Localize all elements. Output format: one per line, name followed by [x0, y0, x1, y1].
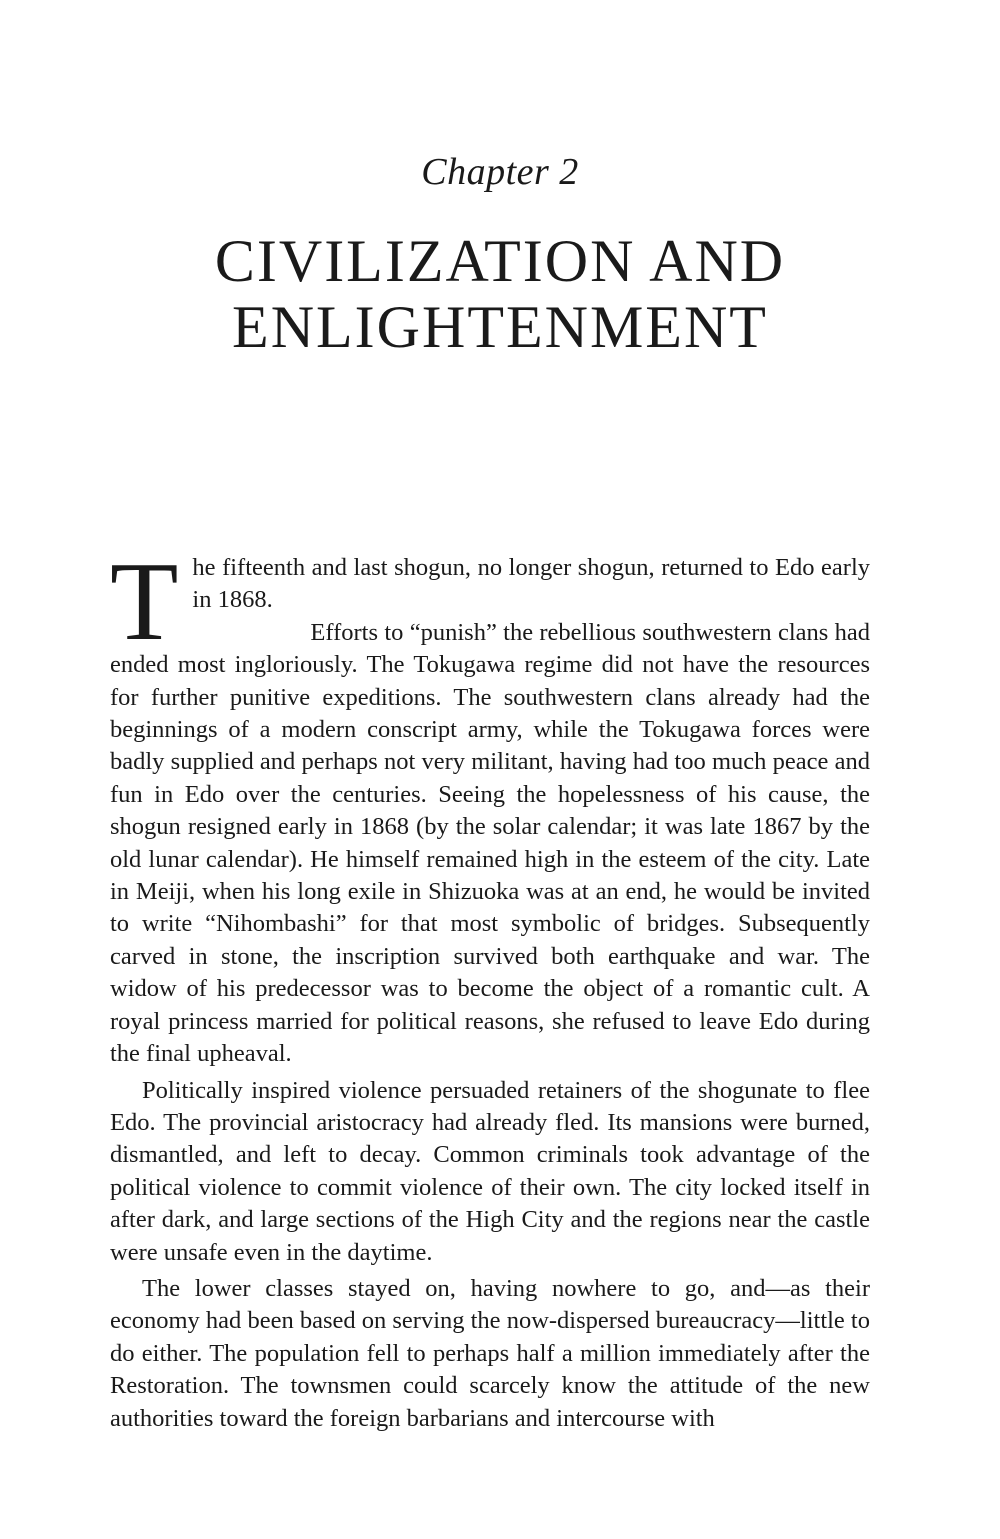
paragraph-3: Politically inspired violence persuaded retainers of the shogunate to flee Edo. The provincial aristocracy had already fled. Its mansions were burned, dismantled, and left to decay. Common criminals took advantage of the political violence to commit violence of their own. The city locked itself in after dark, and large sections of the High City and the regions near the castle were unsafe even in the daytime.: [110, 1076, 870, 1266]
chapter-title-line-1: CIVILIZATION AND: [214, 228, 786, 294]
chapter-body: [110, 540, 870, 1435]
paragraph-1: [110, 540, 870, 664]
paragraph-4: The lower classes stayed on, having nowhere to go, and—as their economy had been based on serving the now-dispersed bureaucracy—little to do either. The population fell to perhaps half a million immediately after the Restoration. The townsmen could scarcely know the attitude of the new authorities toward the foreign barbarians and intercourse with: [110, 1274, 870, 1432]
drop-cap: T: [110, 540, 179, 664]
chapter-label: Chapter 2: [421, 151, 579, 193]
paragraph-1-text: he fifteenth and last shogun, no longer shogun, returned to Edo early in 1868.: [192, 554, 870, 614]
chapter-title: [0, 228, 1000, 360]
paragraph-2: Efforts to “punish” the rebellious southwestern clans had ended most ingloriously. The Tokugawa regime did not have the resources for further punitive expeditions. The southwestern clans already had the beginnings of a modern conscript army, while the Tokugawa forces were badly supplied and perhaps not very militant, having had too much peace and fun in Edo over the centuries. Seeing the hopelessness of his cause, the shogun resigned early in 1868 (by the solar calendar; it was late 1867 by the old lunar calendar). He himself remained high in the esteem of the city. Late in Meiji, when his long exile in Shizuoka was at an end, he would be invited to write “Nihombashi” for that most symbolic of bridges. Subsequently carved in stone, the inscription survived both earthquake and war. The widow of his predecessor was to become the object of a romantic cult. A royal princess married for political reasons, she refused to leave Edo during the final upheaval.: [110, 618, 870, 1068]
chapter-title-line-2: ENLIGHTENMENT: [232, 294, 768, 360]
